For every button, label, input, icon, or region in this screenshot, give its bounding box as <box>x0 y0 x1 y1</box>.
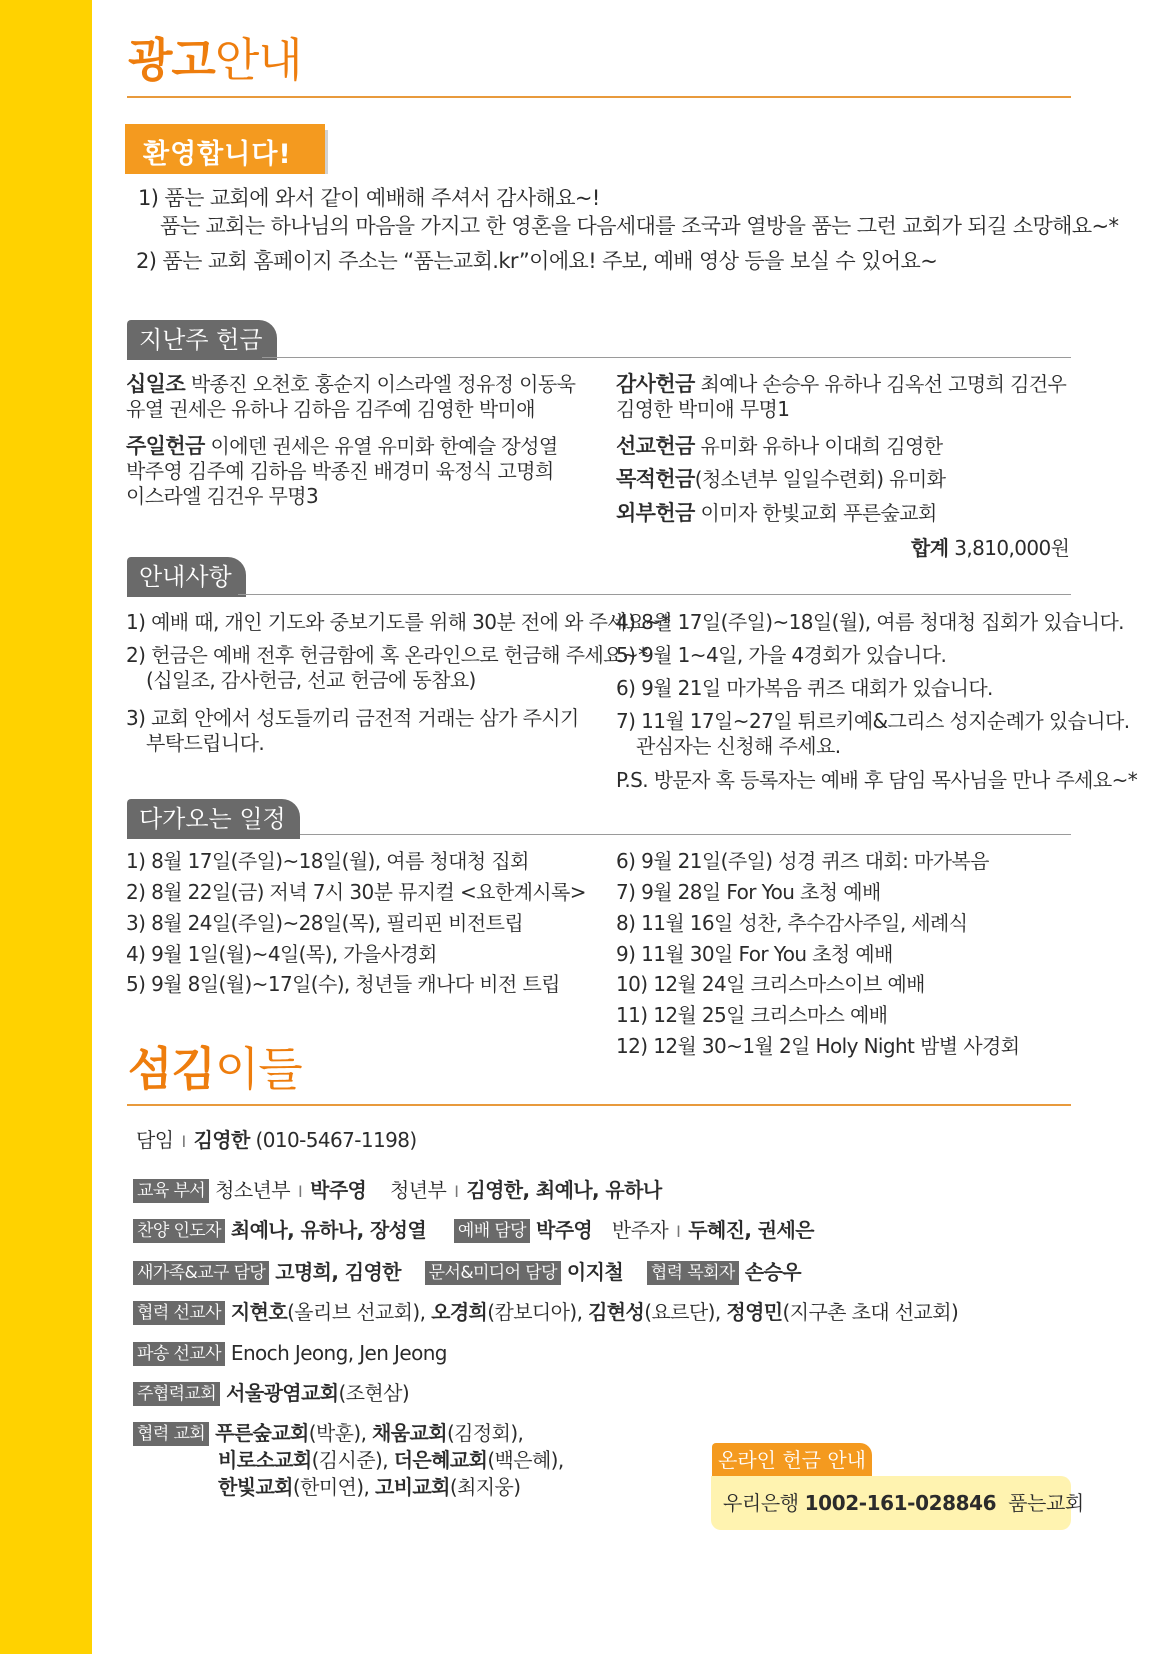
schedule-item-8: 8) 11월 16일 성찬, 추수감사주일, 세례식 <box>616 911 968 935</box>
main-church-tag: 주협력교회 <box>133 1382 220 1406</box>
welcome-label: 환영합니다! <box>143 139 292 170</box>
offering-tithe <box>126 372 575 422</box>
accompanist-label: 반주자 <box>611 1218 669 1242</box>
partner-church-name-2: 채움교회 <box>372 1421 447 1445</box>
offering-purpose-names: (청소년부 일일수련회) 유미화 <box>694 467 946 491</box>
media-tag: 문서&미디어 담당 <box>425 1261 561 1285</box>
ad-title-light: 안내 <box>214 33 302 87</box>
missionary-note-4: (지구촌 초대 선교회) <box>782 1300 959 1324</box>
offering-sunday-label: 주일헌금 <box>126 434 205 458</box>
servants-title-light: 이들 <box>214 1042 302 1096</box>
offering-external-label: 외부헌금 <box>616 501 695 525</box>
notice-ps: P.S. 방문자 혹 등록자는 예배 후 담임 목사님을 만나 주세요~* <box>616 768 1138 792</box>
notice-7-sub: 관심자는 신청해 주세요. <box>636 734 841 758</box>
welcome-line-2: 품는 교회는 하나님의 마음을 가지고 한 영혼을 다음세대를 조국과 열방을 품는 그런 교회가 되길 소망해요~* <box>160 214 1119 238</box>
schedule-item-7: 7) 9월 28일 For You 초청 예배 <box>616 880 881 904</box>
young-adult-label: 청년부 <box>390 1178 447 1202</box>
worship-tag: 예배 담당 <box>454 1219 530 1243</box>
offering-purpose-label: 목적헌금 <box>616 467 695 491</box>
offering-sunday-names-3: 이스라엘 김건우 무명3 <box>126 484 319 508</box>
offering-section-title: 지난주 헌금 <box>127 320 277 360</box>
missionary-name-3: 김현성 <box>588 1300 645 1324</box>
online-offering-account: 1002-161-028846 <box>804 1491 997 1515</box>
worship-name: 박주영 <box>535 1218 593 1242</box>
ad-section-title <box>128 34 302 86</box>
partner-church-name-4: 더은혜교회 <box>393 1448 488 1472</box>
accompanist-names: 두혜진, 권세은 <box>688 1218 814 1242</box>
partner-church-note-3: (김시준) <box>311 1448 383 1472</box>
schedule-section-title: 다가오는 일정 <box>127 799 300 839</box>
copastor-name: 손승우 <box>744 1260 801 1284</box>
servants-section-title <box>128 1043 302 1095</box>
sent-missionaries: Enoch Jeong, Jen Jeong <box>230 1341 447 1365</box>
schedule-item-2: 2) 8월 22일(금) 저녁 7시 30분 뮤지컬 <요한계시록> <box>126 880 586 904</box>
young-adult-separator: I <box>454 1182 459 1201</box>
ad-title-bold: 광고 <box>128 33 215 87</box>
schedule-item-3: 3) 8월 24일(주일)~28일(목), 필리핀 비전트립 <box>126 911 524 935</box>
youth-separator: I <box>297 1182 303 1201</box>
newfamily-names: 고명희, 김영한 <box>275 1260 401 1284</box>
missionary-note-3: (요르단) <box>644 1300 715 1324</box>
offering-thanks-label: 감사헌금 <box>616 372 695 396</box>
newfamily-row <box>133 1259 801 1285</box>
offering-total <box>911 536 1069 561</box>
main-church-name: 서울광염교회 <box>226 1381 339 1405</box>
schedule-item-9: 9) 11월 30일 For You 초청 예배 <box>616 942 893 966</box>
education-tag: 교육 부서 <box>133 1179 209 1203</box>
schedule-item-6: 6) 9월 21일(주일) 성경 퀴즈 대회: 마가복음 <box>616 849 989 873</box>
offering-purpose <box>616 467 945 492</box>
pastor-name: 김영한 <box>193 1128 250 1152</box>
schedule-rule <box>300 834 1071 835</box>
praise-row <box>133 1217 814 1245</box>
offering-mission <box>616 434 942 459</box>
praise-names: 최예나, 유하나, 장성열 <box>230 1218 427 1242</box>
offering-total-label: 합계 <box>911 536 949 560</box>
pastor-label: 담임 <box>136 1128 174 1152</box>
sent-missionary-tag: 파송 선교사 <box>133 1342 225 1366</box>
partner-church-name-5: 한빛교회 <box>218 1475 293 1499</box>
missionary-name-2: 오경희 <box>431 1300 488 1324</box>
schedule-item-4: 4) 9월 1일(월)~4일(목), 가을사경회 <box>126 942 437 966</box>
notice-1: 1) 예배 때, 개인 기도와 중보기도를 위해 30분 전에 와 주세요~* <box>126 610 671 634</box>
offering-sunday-names-1: 이에덴 권세은 유열 유미화 한예슬 장성열 <box>210 434 558 458</box>
notice-3: 3) 교회 안에서 성도들끼리 금전적 거래는 삼가 주시기 <box>126 706 579 730</box>
notice-2: 2) 헌금은 예배 전후 헌금함에 혹 온라인으로 헌금해 주세요~* <box>126 643 648 667</box>
offering-thanks-names-2: 김영한 박미애 무명1 <box>616 397 790 421</box>
offering-thanks-names-1: 최예나 손승우 유하나 김옥선 고명희 김건우 <box>700 372 1067 396</box>
notice-2-sub: (십일조, 감사헌금, 선교 헌금에 동참요) <box>146 668 476 692</box>
missionary-name-4: 정영민 <box>726 1300 783 1324</box>
notice-5: 5) 9월 1~4일, 가을 4경회가 있습니다. <box>616 643 947 667</box>
education-row <box>133 1177 662 1205</box>
ad-title-rule <box>127 96 1071 98</box>
offering-mission-label: 선교헌금 <box>616 434 695 458</box>
partner-church-name-3: 비로소교회 <box>218 1448 312 1472</box>
online-offering-content <box>723 1476 1084 1530</box>
online-offering-bank: 우리은행 <box>723 1491 799 1515</box>
partner-missionary-row: 협력 선교사 지현호(올리브 선교회), 오경희(캄보디아), 김현성(요르단), 정영민(지구촌 초대 선교회) <box>133 1299 958 1325</box>
notices-rule <box>238 594 1071 595</box>
partner-church-note-4: (백은혜) <box>487 1448 558 1472</box>
partner-church-note-1: (박훈) <box>308 1421 361 1445</box>
youth-name: 박주영 <box>310 1178 367 1202</box>
partner-missionary-tag: 협력 선교사 <box>133 1301 225 1325</box>
notice-4: 4) 8월 17일(주일)~18일(월), 여름 청대청 집회가 있습니다. <box>616 610 1124 634</box>
partner-church-row-3: 한빛교회(한미연), 고비교회(최지웅) <box>218 1475 521 1499</box>
offering-rule <box>262 357 1071 358</box>
partner-church-row: 협력 교회 푸른숲교회(박훈), 채움교회(김정회), <box>133 1420 523 1446</box>
partner-church-note-2: (김정회) <box>446 1421 518 1445</box>
accompanist-separator: I <box>676 1222 681 1241</box>
notice-3-sub: 부탁드립니다. <box>146 731 265 755</box>
partner-church-row-2: 비로소교회(김시준), 더은혜교회(백은혜), <box>218 1448 564 1472</box>
schedule-item-5: 5) 9월 8일(월)~17일(수), 청년들 캐나다 비전 트립 <box>126 972 560 996</box>
pastor-separator: I <box>181 1132 186 1151</box>
online-offering-box <box>711 1476 1084 1530</box>
partner-church-note-5: (한미연) <box>292 1475 364 1499</box>
notice-7: 7) 11월 17일~27일 튀르키예&그리스 성지순례가 있습니다. <box>616 709 1130 733</box>
online-offering-title: 온라인 헌금 안내 <box>712 1443 872 1477</box>
newfamily-tag: 새가족&교구 담당 <box>133 1261 269 1285</box>
partner-church-name-6: 고비교회 <box>374 1475 450 1499</box>
servants-title-bold: 섬김 <box>128 1042 215 1096</box>
sent-missionary-row <box>133 1340 447 1366</box>
offering-tithe-names-1: 박종진 오천호 홍순지 이스라엘 정유정 이동욱 <box>190 372 576 396</box>
young-adult-names: 김영한, 최예나, 유하나 <box>466 1178 662 1202</box>
offering-sunday-names-2: 박주영 김주예 김하음 박종진 배경미 육정식 고명희 <box>126 459 554 483</box>
offering-tithe-label: 십일조 <box>126 372 186 396</box>
servants-title-rule <box>127 1104 1071 1106</box>
partner-church-note-6: (최지웅) <box>449 1475 521 1499</box>
notice-6: 6) 9월 21일 마가복음 퀴즈 대회가 있습니다. <box>616 676 993 700</box>
praise-tag: 찬양 인도자 <box>133 1219 225 1243</box>
online-offering-holder: 품는교회 <box>1008 1491 1084 1515</box>
welcome-line-3: 2) 품는 교회 홈페이지 주소는 “품는교회.kr”이에요! 주보, 예배 영상 등을 보실 수 있어요~ <box>136 249 938 273</box>
pastor-row <box>136 1127 417 1155</box>
pastor-phone: (010-5467-1198) <box>255 1128 417 1152</box>
offering-external-names: 이미자 한빛교회 푸른숲교회 <box>700 501 937 525</box>
youth-label: 청소년부 <box>215 1178 290 1202</box>
schedule-item-11: 11) 12월 25일 크리스마스 예배 <box>616 1003 888 1027</box>
offering-external <box>616 501 937 526</box>
partner-church-name-1: 푸른숲교회 <box>215 1421 309 1445</box>
notices-section-title: 안내사항 <box>127 557 246 597</box>
main-church-note: (조현삼) <box>338 1381 410 1405</box>
missionary-note-1: (올리브 선교회) <box>287 1300 420 1324</box>
main-church-row <box>133 1380 409 1406</box>
copastor-tag: 협력 목회자 <box>647 1261 739 1285</box>
welcome-banner <box>125 124 325 174</box>
offering-tithe-names-2: 유열 권세은 유하나 김하음 김주예 김영한 박미애 <box>126 397 535 421</box>
welcome-line-1: 1) 품는 교회에 와서 같이 예배해 주셔서 감사해요~! <box>138 186 600 210</box>
media-name: 이지철 <box>566 1260 624 1284</box>
offering-sunday <box>126 434 558 509</box>
schedule-item-10: 10) 12월 24일 크리스마스이브 예배 <box>616 972 925 996</box>
missionary-note-2: (캄보디아) <box>487 1300 577 1324</box>
offering-mission-names: 유미화 유하나 이대희 김영한 <box>700 434 943 458</box>
yellow-sidebar <box>0 0 92 1654</box>
schedule-item-12: 12) 12월 30~1월 2일 Holy Night 밤별 사경회 <box>616 1034 1020 1058</box>
schedule-item-1: 1) 8월 17일(주일)~18일(월), 여름 청대청 집회 <box>126 849 529 873</box>
missionary-name-1: 지현호 <box>230 1300 288 1324</box>
offering-total-value: 3,810,000원 <box>954 536 1070 560</box>
partner-church-tag: 협력 교회 <box>133 1422 209 1446</box>
offering-thanks <box>616 372 1066 422</box>
